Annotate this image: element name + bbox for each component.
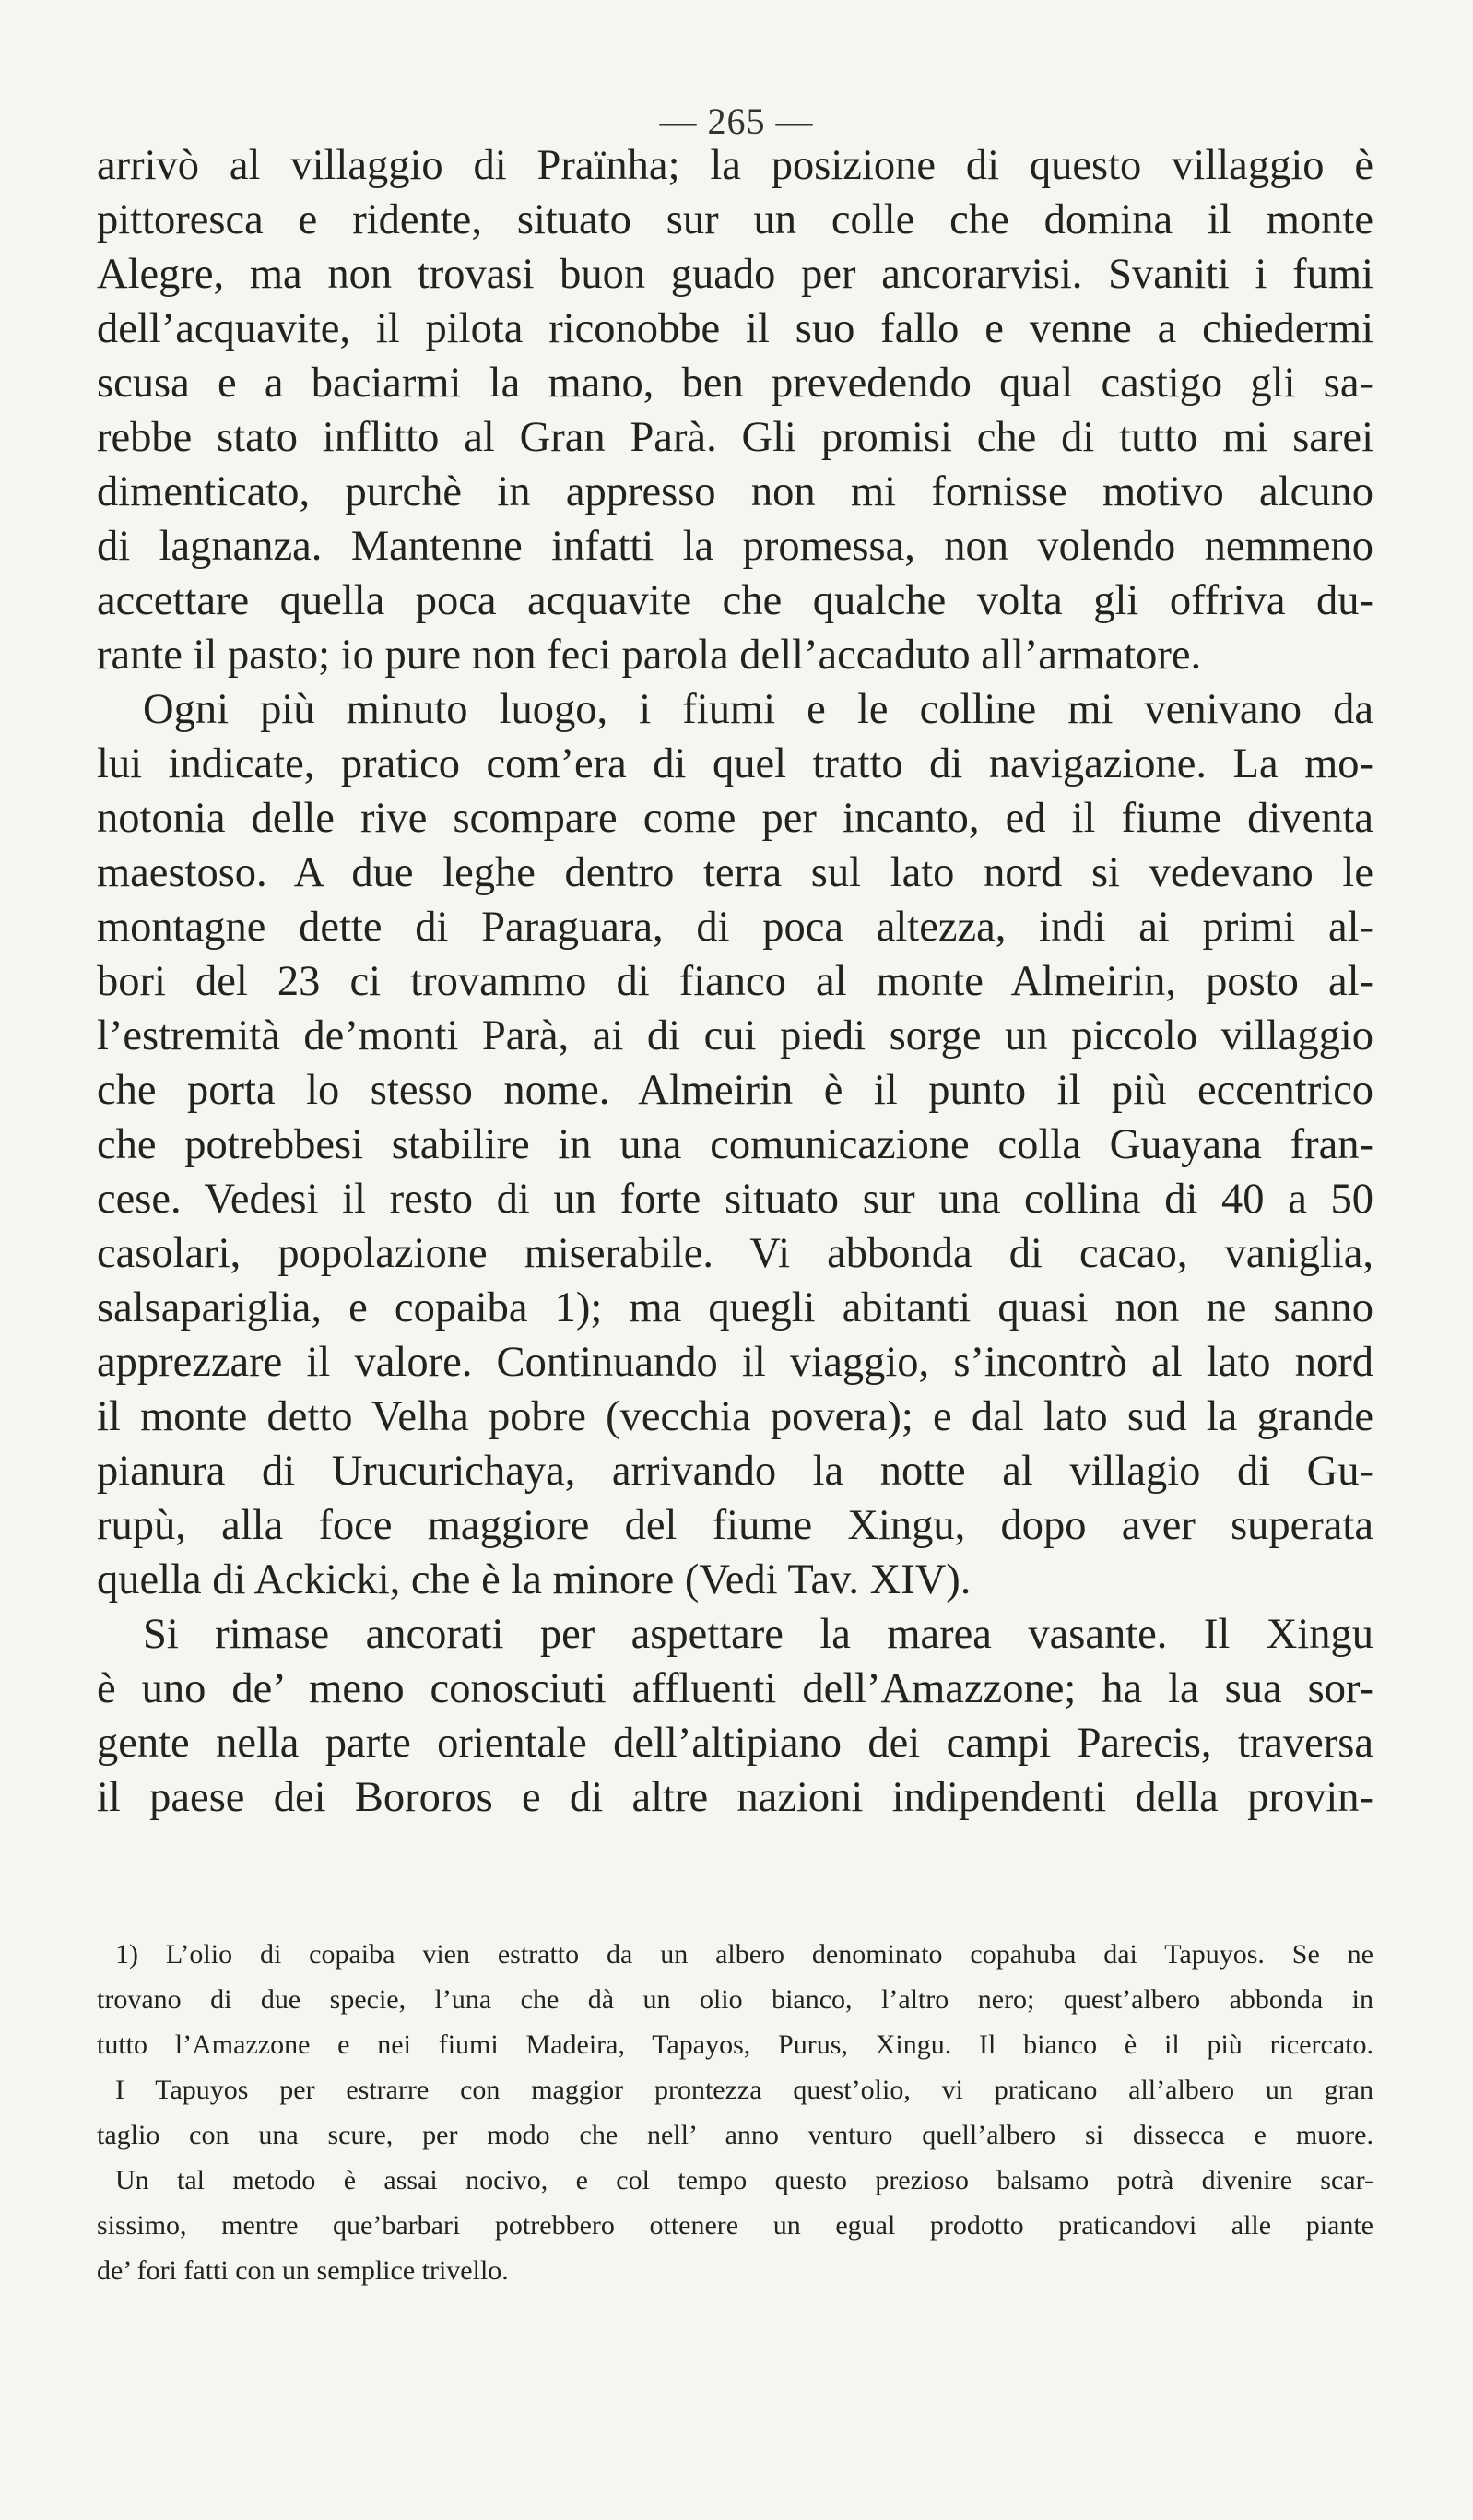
body-line: è uno de’ meno conosciuti affluenti dell’Amazzone; ha la sua sor- [97, 1665, 1373, 1712]
body-line: Ogni più minuto luogo, i fiumi e le colline mi venivano da [143, 686, 1373, 733]
body-line: arrivò al villaggio di Praïnha; la posizione di questo villaggio è [97, 142, 1373, 189]
body-line: di lagnanza. Mantenne infatti la promessa, non volendo nemmeno [97, 523, 1373, 570]
body-line: rante il pasto; io pure non feci parola dell’accaduto all’armatore. [97, 632, 1202, 679]
footnote-line: tutto l’Amazzone e nei fiumi Madeira, Tapayos, Purus, Xingu. Il bianco è il più ricercato. [97, 2029, 1373, 2060]
body-line: quella di Ackicki, che è la minore (Vedi Tav. XIV). [97, 1556, 972, 1603]
body-line: montagne dette di Paraguara, di poca altezza, indi ai primi al- [97, 904, 1373, 951]
body-line: l’estremità de’monti Parà, ai di cui piedi sorge un piccolo villaggio [97, 1012, 1373, 1059]
body-text [97, 138, 1373, 1825]
body-line: Alegre, ma non trovasi buon guado per ancorarvisi. Svaniti i fumi [97, 251, 1373, 298]
footnote-line: I Tapuyos per estrarre con maggior prontezza quest’olio, vi praticano all’albero un gran [115, 2075, 1373, 2105]
page-number: — 265 — [659, 101, 814, 142]
body-line: pianura di Urucurichaya, arrivando la notte al villagio di Gu- [97, 1448, 1373, 1495]
body-line: che porta lo stesso nome. Almeirin è il punto il più eccentrico [97, 1067, 1373, 1114]
body-line: pittoresca e ridente, situato sur un colle che domina il monte [97, 196, 1373, 243]
footnote-line: sissimo, mentre que’barbari potrebbero ottenere un egual prodotto praticandovi alle piante [97, 2210, 1373, 2241]
body-line: dimenticato, purchè in appresso non mi fornisse motivo alcuno [97, 468, 1373, 515]
body-line: bori del 23 ci trovammo di fianco al monte Almeirin, posto al- [97, 958, 1373, 1005]
body-line: il paese dei Bororos e di altre nazioni indipendenti della provin- [97, 1774, 1373, 1821]
body-line: cese. Vedesi il resto di un forte situato sur una collina di 40 a 50 [97, 1176, 1373, 1223]
body-line: scusa e a baciarmi la mano, ben prevedendo qual castigo gli sa- [97, 360, 1373, 407]
body-line: il monte detto Velha pobre (vecchia povera); e dal lato sud la grande [97, 1393, 1373, 1440]
footnotes [97, 1932, 1373, 2293]
footnote-line: Un tal metodo è assai nocivo, e col tempo questo prezioso balsamo potrà divenire scar- [115, 2165, 1373, 2195]
body-line: rupù, alla foce maggiore del fiume Xingu, dopo aver superata [97, 1502, 1373, 1549]
body-line: che potrebbesi stabilire in una comunicazione colla Guayana fran- [97, 1121, 1373, 1168]
body-line: Si rimase ancorati per aspettare la marea vasante. Il Xingu [143, 1611, 1373, 1658]
body-line: rebbe stato inflitto al Gran Parà. Gli promisi che di tutto mi sarei [97, 414, 1373, 461]
footnote-line: de’ fori fatti con un semplice trivello. [97, 2255, 509, 2286]
body-line: dell’acquavite, il pilota riconobbe il suo fallo e venne a chiedermi [97, 305, 1373, 352]
footnote-line: trovano di due specie, l’una che dà un olio bianco, l’altro nero; quest’albero abbonda in [97, 1984, 1373, 2015]
body-line: salsapariglia, e copaiba 1); ma quegli abitanti quasi non ne sanno [97, 1284, 1373, 1331]
footnote-line: 1) L’olio di copaiba vien estratto da un albero denominato copahuba dai Tapuyos. Se ne [115, 1939, 1373, 1970]
body-line: notonia delle rive scompare come per incanto, ed il fiume diventa [97, 795, 1373, 842]
body-line: maestoso. A due leghe dentro terra sul lato nord si vedevano le [97, 849, 1373, 896]
body-line: gente nella parte orientale dell’altipiano dei campi Parecis, traversa [97, 1720, 1373, 1767]
body-line: apprezzare il valore. Continuando il viaggio, s’incontrò al lato nord [97, 1339, 1373, 1386]
body-line: accettare quella poca acquavite che qualche volta gli offriva du- [97, 577, 1373, 624]
footnote-line: taglio con una scure, per modo che nell’ anno venturo quell’albero si dissecca e muore. [97, 2120, 1373, 2150]
body-line: casolari, popolazione miserabile. Vi abbonda di cacao, vaniglia, [97, 1230, 1373, 1277]
body-line: lui indicate, pratico com’era di quel tratto di navigazione. La mo- [97, 740, 1373, 787]
